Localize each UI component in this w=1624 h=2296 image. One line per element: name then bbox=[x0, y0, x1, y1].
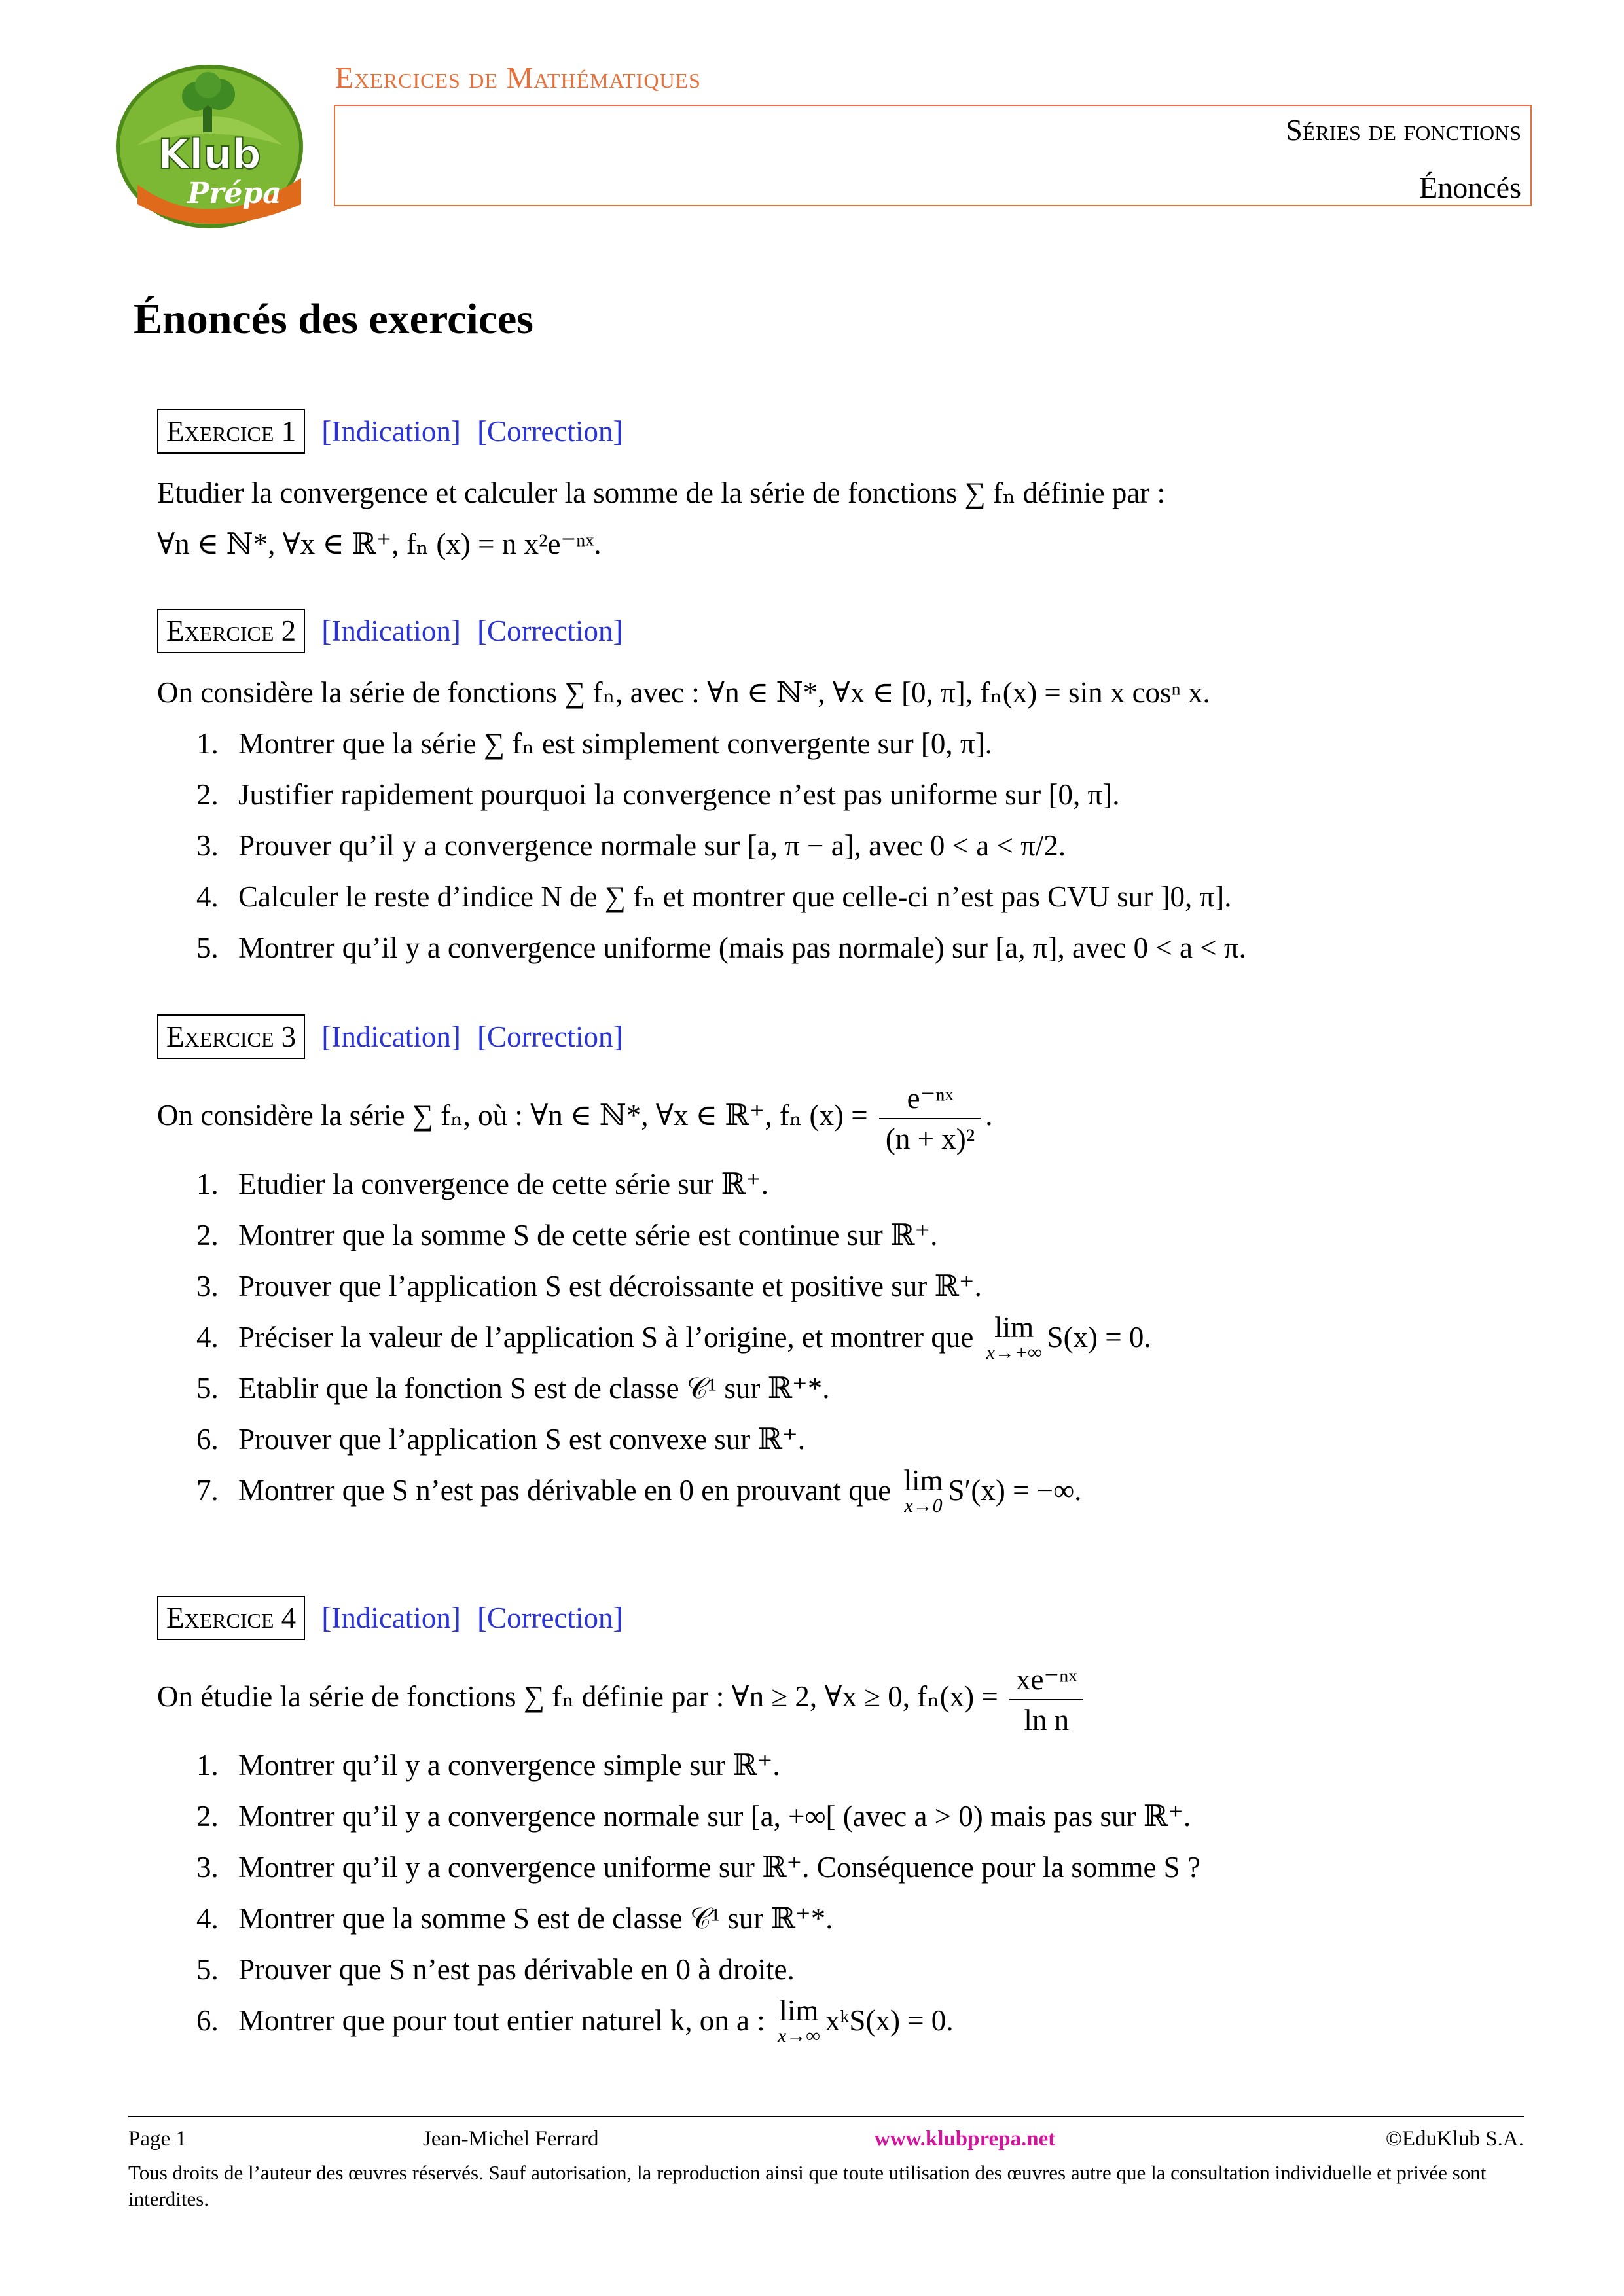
list-item: 6. Montrer que pour tout entier naturel k, on a : lim x→∞ xᵏS(x) = 0. bbox=[196, 1994, 954, 2047]
exercise-intro: On considère la série de fonctions ∑ fₙ, avec : ∀n ∈ ℕ*, ∀x ∈ [0, π], fₙ(x) = sin x cosⁿ x. bbox=[157, 676, 1210, 709]
logo-text-prepa: Prépa bbox=[187, 177, 281, 210]
copyright: ©EduKlub S.A. bbox=[1385, 2127, 1524, 2151]
legal-notice: Tous droits de l’auteur des œuvres réservés. Sauf autorisation, la reproduction ainsi que toute utilisation des œuvres autre que la consultation individuelle et privée sont interdites. bbox=[128, 2161, 1487, 2210]
question-list bbox=[157, 718, 1545, 973]
list-item: 7. Montrer que S n’est pas dérivable en 0 en prouvant que lim x→0 S′(x) = −∞. bbox=[196, 1463, 1082, 1516]
list-item: 5. Etablir que la fonction S est de classe 𝒞¹ sur ℝ⁺*. bbox=[196, 1371, 830, 1405]
footer-divider bbox=[128, 2116, 1524, 2117]
fraction: $\frac{\text{e⁻ⁿˣ}}{\text{(n + x)²}}$ bbox=[879, 1079, 981, 1158]
exercise-label: Exercice 2 bbox=[157, 609, 305, 653]
exercise-1 bbox=[157, 406, 1545, 569]
correction-link[interactable]: [Correction] bbox=[477, 615, 623, 647]
list-item: 3. Prouver que l’application S est décroissante et positive sur ℝ⁺. bbox=[196, 1269, 982, 1302]
author-name: Jean-Michel Ferrard bbox=[423, 2127, 599, 2151]
exercise-label: Exercice 3 bbox=[157, 1014, 305, 1059]
list-item: 4. Calculer le reste d’indice N de ∑ fₙ et montrer que celle-ci n’est pas CVU sur ]0, π]. bbox=[196, 880, 1232, 913]
logo-text-klub: Klub bbox=[158, 130, 261, 178]
list-item: 2. Montrer qu’il y a convergence normale sur [a, +∞[ (avec a > 0) mais pas sur ℝ⁺. bbox=[196, 1799, 1191, 1833]
question-list bbox=[157, 1740, 1545, 2046]
list-item: 5. Prouver que S n’est pas dérivable en 0 à droite. bbox=[196, 1952, 795, 1986]
header-box bbox=[334, 105, 1532, 206]
list-item: 5. Montrer qu’il y a convergence uniforme (mais pas normale) sur [a, π], avec 0 < a < π. bbox=[196, 931, 1246, 964]
indication-link[interactable]: [Indication] bbox=[321, 1020, 461, 1053]
topic-title: Séries de fonctions bbox=[1286, 113, 1521, 147]
website-link[interactable]: www.klubprepa.net bbox=[875, 2127, 1056, 2151]
part-title: Énoncés bbox=[1419, 171, 1521, 204]
exercise-2 bbox=[157, 605, 1545, 973]
exercise-intro: On considère la série ∑ fₙ, où : ∀n ∈ ℕ*, ∀x ∈ ℝ⁺, fₙ (x) = $\frac{\text{e⁻ⁿˣ}}{\text{(n + x)²}}$ . bbox=[157, 1073, 1545, 1158]
list-item: 2. Montrer que la somme S de cette série est continue sur ℝ⁺. bbox=[196, 1218, 938, 1251]
exercise-statement: ∀n ∈ ℕ*, ∀x ∈ ℝ⁺, fₙ (x) = n x²e⁻ⁿˣ. bbox=[157, 528, 602, 560]
list-item: 1. Montrer que la série ∑ fₙ est simplement convergente sur [0, π]. bbox=[196, 727, 992, 760]
exercise-3 bbox=[157, 1011, 1545, 1516]
question-list bbox=[157, 1158, 1545, 1516]
list-item: 4. Préciser la valeur de l’application S à l’origine, et montrer que lim x→+∞ S(x) = 0. bbox=[196, 1310, 1151, 1363]
indication-link[interactable]: [Indication] bbox=[321, 615, 461, 647]
list-item: 2. Justifier rapidement pourquoi la convergence n’est pas uniforme sur [0, π]. bbox=[196, 778, 1120, 811]
exercise-4 bbox=[157, 1592, 1545, 2046]
klubprepa-logo bbox=[111, 60, 314, 230]
limit-operator: lim x→0 bbox=[903, 1463, 943, 1516]
limit-operator: lim x→∞ bbox=[778, 1994, 820, 2047]
list-item: 1. Etudier la convergence de cette série sur ℝ⁺. bbox=[196, 1167, 768, 1200]
limit-operator: lim x→+∞ bbox=[986, 1310, 1042, 1363]
exercise-statement: Etudier la convergence et calculer la somme de la série de fonctions ∑ fₙ définie par : bbox=[157, 476, 1166, 509]
exercise-intro: On étudie la série de fonctions ∑ fₙ définie par : ∀n ≥ 2, ∀x ≥ 0, fₙ(x) = $\frac{\text{xe⁻ⁿˣ}}{\text{ln n}}$ bbox=[157, 1654, 1545, 1740]
correction-link[interactable]: [Correction] bbox=[477, 1602, 623, 1634]
list-item: 6. Prouver que l’application S est convexe sur ℝ⁺. bbox=[196, 1422, 805, 1456]
fraction: $\frac{\text{xe⁻ⁿˣ}}{\text{ln n}}$ bbox=[1009, 1660, 1083, 1740]
page-title: Énoncés des exercices bbox=[134, 295, 533, 343]
list-item: 3. Montrer qu’il y a convergence uniforme sur ℝ⁺. Conséquence pour la somme S ? bbox=[196, 1850, 1200, 1884]
correction-link[interactable]: [Correction] bbox=[477, 1020, 623, 1053]
exercise-label: Exercice 1 bbox=[157, 409, 305, 454]
indication-link[interactable]: [Indication] bbox=[321, 1602, 461, 1634]
indication-link[interactable]: [Indication] bbox=[321, 415, 461, 448]
series-title: Exercices de Mathématiques bbox=[335, 61, 701, 94]
page-number: Page 1 bbox=[128, 2127, 187, 2151]
list-item: 4. Montrer que la somme S est de classe 𝒞¹ sur ℝ⁺*. bbox=[196, 1901, 833, 1935]
exercise-label: Exercice 4 bbox=[157, 1596, 305, 1640]
list-item: 1. Montrer qu’il y a convergence simple sur ℝ⁺. bbox=[196, 1748, 780, 1782]
correction-link[interactable]: [Correction] bbox=[477, 415, 623, 448]
list-item: 3. Prouver qu’il y a convergence normale sur [a, π − a], avec 0 < a < π/2. bbox=[196, 829, 1066, 862]
